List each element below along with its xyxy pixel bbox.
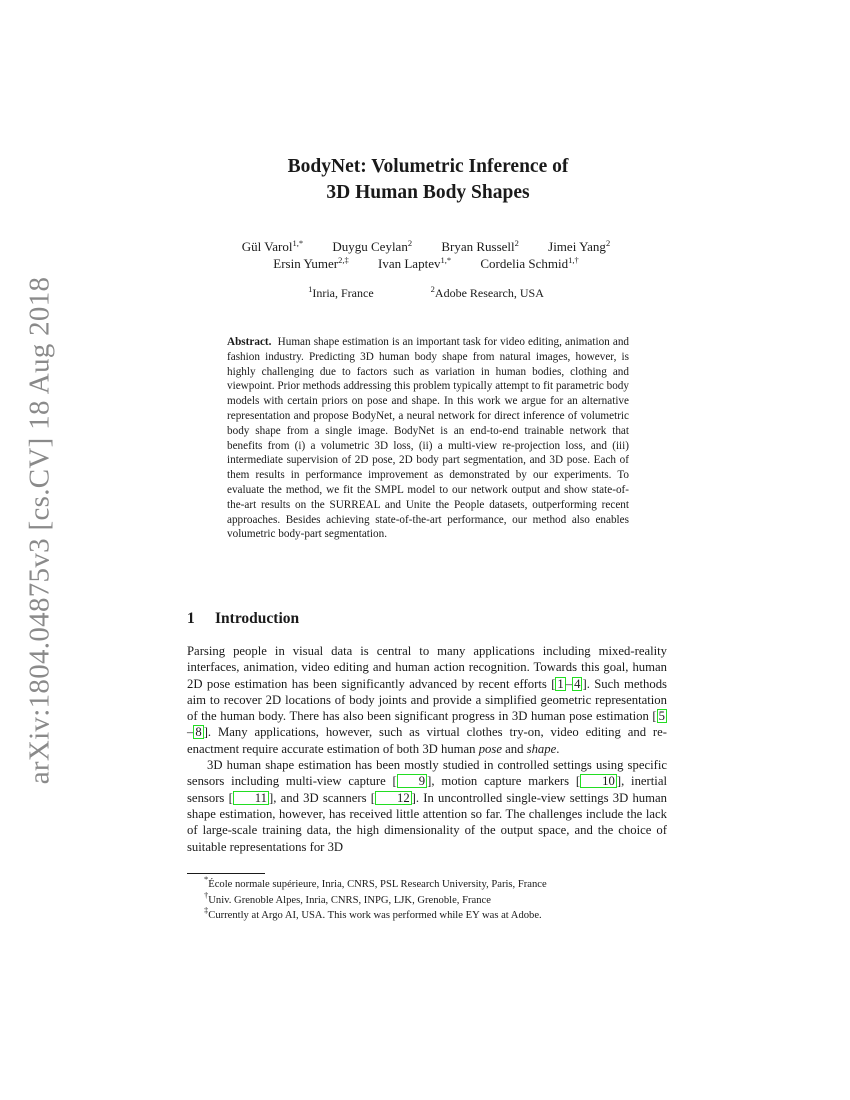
abstract xyxy=(227,335,629,542)
footnotes xyxy=(204,874,666,924)
affiliation: $^1$Inria, France xyxy=(308,284,374,300)
footnote: *École normale supérieure, Inria, CNRS, PSL Research University, Paris, France xyxy=(204,874,547,890)
intro-paragraph-2: 3D human shape estimation has been mostly studied in controlled settings using specific sensors including multi-view capture [ 9 ], motion capture markers [ 10 ], inertial sensors [ 11 ], and 3D scanners [ 12 ]. In uncontrolled single-view settings 3D human shape estimation, however, has received little attention so far. The challenges include the lack of large-scale training data, the high dimensionality of the output space, and the choice of suitable representations for 3D xyxy=(187,758,667,854)
citation-link[interactable]: 12 xyxy=(375,791,412,805)
footnote-divider xyxy=(187,873,265,874)
author: Bryan Russell$^2$ xyxy=(441,238,519,254)
intro-paragraph-1: Parsing people in visual data is central to many applications including mixed-reality interfaces, animation, video editing and human action recognition. Towards this goal, human 2D pose estimation has been significantly advanced by recent efforts [ 1 – 4 ]. Such methods aim to recover 2D locations of body joints and provide a simplified geometric representation of the human body. There has also been significant progress in 3D human pose estimation [ 5– 8 ]. Many applications, however, such as virtual clothes try-on, video editing and re-enactment require accurate estimation of both 3D human pose and shape. xyxy=(187,644,667,756)
affiliations xyxy=(185,285,667,301)
citation-link[interactable]: 9 xyxy=(397,774,427,788)
title-line-1: BodyNet: Volumetric Inference of xyxy=(287,156,569,177)
citation-link[interactable]: 4 xyxy=(574,676,581,691)
arxiv-stamp xyxy=(21,276,59,784)
author: Jimei Yang$^2$ xyxy=(548,238,611,254)
author: Cordelia Schmid$^{1,\dagger}$ xyxy=(480,255,579,271)
abstract-text: Human shape estimation is an important task for video editing, animation and fashion industry. Predicting 3D human body shape from natural images, however, is highly challenging due to factors such as variation in human bodies, clothing and viewpoint. Prior methods addressing this problem typically attempt to fit parametric body models with certain priors on pose and shape. In this work we argue for an alternative representation and propose BodyNet, a neural network for direct inference of volumetric body shape from a single image. BodyNet is an end-to-end trainable network that benefits from (i) a volumetric 3D loss, (ii) a multi-view re-projection loss, and (iii) intermediate supervision of 2D pose, 2D body part segmentation, and 3D pose. Each of them results in performance improvement as demonstrated by our experiments. To evaluate the method, we fit the SMPL model to our network output and show state-of-the-art results on the SURREAL and Unite the People datasets, outperforming recent approaches. Besides achieving state-of-the-art performance, our method also enables volumetric body-part segmentation. xyxy=(227,336,630,541)
footnote: ‡Currently at Argo AI, USA. This work was performed while EY was at Adobe. xyxy=(204,905,542,921)
paper-title xyxy=(190,154,666,206)
author: Ivan Laptev$^{1,*}$ xyxy=(378,255,452,271)
section-number: 1 xyxy=(187,610,195,627)
intro-body xyxy=(187,643,667,855)
citation-link[interactable]: 11 xyxy=(233,791,269,805)
section-heading xyxy=(187,609,667,629)
footnote: †Univ. Grenoble Alpes, Inria, CNRS, INPG, LJK, Grenoble, France xyxy=(204,889,491,906)
citation-link[interactable]: 8 xyxy=(195,725,202,740)
abstract-label: Abstract. xyxy=(227,336,272,348)
citation-link[interactable]: 5 xyxy=(658,709,665,724)
author: Gül Varol$^{1,*}$ xyxy=(241,238,304,254)
arxiv-id: arXiv:1804.04875v3 [cs.CV] 18 Aug 2018 xyxy=(23,276,56,784)
affiliation: $^2$Adobe Research, USA xyxy=(430,284,544,300)
citation-link[interactable]: 1 xyxy=(557,676,564,691)
title-line-2: 3D Human Body Shapes xyxy=(326,182,530,203)
citation-link[interactable]: 10 xyxy=(580,774,617,788)
author-row-1 xyxy=(185,238,667,255)
author-list xyxy=(185,238,667,272)
author: Duygu Ceylan$^2$ xyxy=(332,238,413,254)
author-row-2 xyxy=(185,255,667,272)
section-title: Introduction xyxy=(215,610,300,627)
author: Ersin Yumer$^{2,\ddagger}$ xyxy=(273,255,349,271)
